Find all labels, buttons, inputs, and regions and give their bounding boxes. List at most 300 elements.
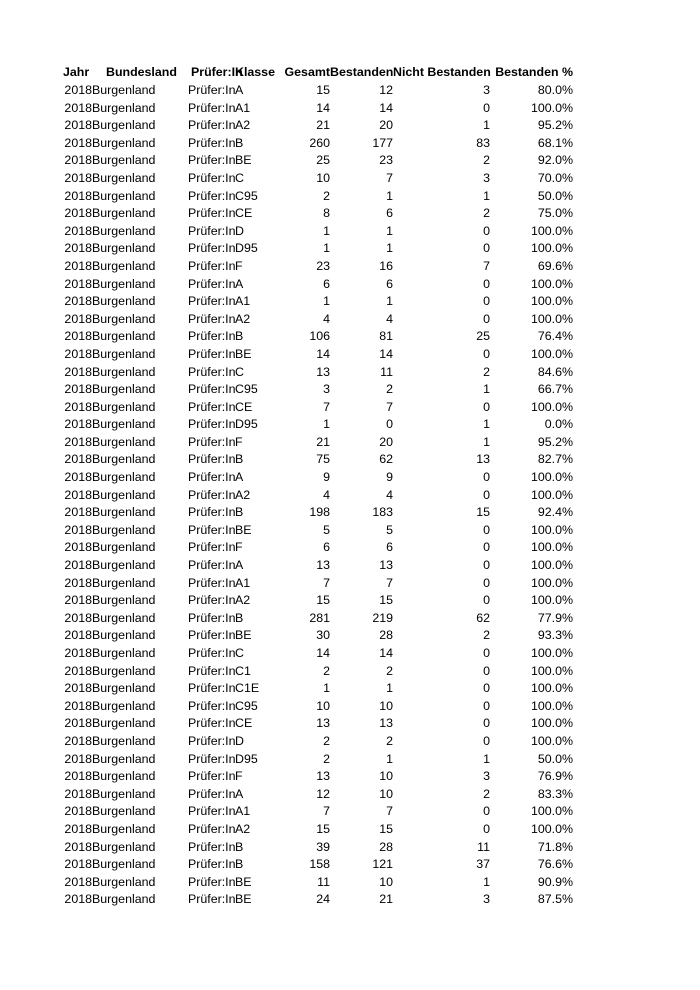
cell-bestanden: 15 (379, 593, 393, 608)
cell-pruefer: Prüfer:In (188, 646, 236, 660)
table-row (63, 328, 573, 346)
cell-bestanden: 81 (379, 329, 393, 344)
cell-jahr: 2018 (64, 646, 92, 660)
cell-bestanden-prozent: 69.6% (537, 258, 573, 273)
cell-jahr: 2018 (64, 100, 92, 115)
cell-nicht-bestanden: 0 (483, 470, 490, 485)
cell-jahr: 2018 (64, 839, 92, 854)
cell-nicht-bestanden: 1 (483, 417, 490, 432)
cell-klasse: A1 (235, 575, 251, 590)
cell-bestanden-prozent: 93.3% (537, 628, 573, 643)
cell-bestanden: 6 (386, 206, 393, 221)
table-row (63, 698, 573, 716)
cell-nicht-bestanden: 1 (483, 434, 490, 449)
cell-klasse: C (235, 170, 244, 185)
cell-nicht-bestanden: 1 (483, 188, 490, 203)
cell-bestanden: 6 (386, 540, 393, 555)
table-row (63, 592, 573, 610)
cell-jahr: 2018 (64, 170, 92, 185)
cell-nicht-bestanden: 0 (483, 540, 490, 555)
cell-klasse: B (235, 452, 244, 467)
table-row (63, 504, 573, 522)
cell-bundesland: Burgenland (92, 558, 156, 573)
header-bundesland: Bundesland (106, 65, 177, 79)
cell-klasse: A2 (235, 487, 251, 502)
cell-nicht-bestanden: 0 (483, 399, 490, 414)
cell-gesamt: 15 (316, 83, 330, 97)
cell-nicht-bestanden: 0 (483, 487, 490, 502)
cell-jahr: 2018 (64, 223, 92, 238)
cell-nicht-bestanden: 7 (483, 258, 490, 273)
cell-nicht-bestanden: 2 (483, 364, 490, 379)
cell-bestanden: 9 (386, 470, 393, 485)
cell-bundesland: Burgenland (92, 733, 156, 748)
cell-nicht-bestanden: 1 (483, 874, 490, 889)
cell-nicht-bestanden: 0 (483, 276, 490, 291)
cell-bestanden-prozent: 100.0% (530, 346, 573, 361)
cell-klasse: F (235, 769, 243, 784)
cell-gesamt: 75 (316, 452, 330, 467)
cell-jahr: 2018 (64, 311, 92, 326)
table-row (63, 100, 573, 118)
cell-jahr: 2018 (64, 83, 92, 97)
header-row (63, 62, 573, 82)
cell-bestanden-prozent: 83.3% (537, 786, 573, 801)
cell-bestanden: 28 (379, 628, 393, 643)
cell-bestanden-prozent: 84.6% (537, 364, 573, 379)
cell-gesamt: 1 (323, 223, 330, 238)
cell-klasse: BE (235, 628, 252, 643)
cell-bestanden-prozent: 50.0% (537, 188, 573, 203)
cell-pruefer: Prüfer:In (188, 505, 236, 520)
cell-gesamt: 1 (323, 241, 330, 256)
cell-pruefer: Prüfer:In (188, 135, 236, 150)
cell-jahr: 2018 (64, 452, 92, 467)
cell-bestanden: 11 (380, 364, 393, 379)
cell-gesamt: 2 (323, 663, 330, 678)
cell-pruefer: Prüfer:In (188, 170, 236, 185)
cell-nicht-bestanden: 13 (476, 452, 490, 467)
cell-bestanden: 0 (386, 417, 393, 432)
cell-nicht-bestanden: 0 (483, 733, 490, 748)
cell-pruefer: Prüfer:In (188, 241, 236, 256)
cell-bestanden: 20 (379, 434, 393, 449)
cell-bundesland: Burgenland (92, 874, 156, 889)
header-gesamt: Gesamt (284, 65, 330, 79)
cell-bundesland: Burgenland (92, 610, 156, 625)
cell-klasse: B (235, 329, 244, 344)
cell-gesamt: 13 (316, 558, 330, 573)
table-row (63, 856, 573, 874)
cell-pruefer: Prüfer:In (188, 716, 236, 731)
cell-klasse: F (235, 258, 243, 273)
cell-klasse: BE (235, 153, 252, 168)
cell-bestanden-prozent: 77.9% (537, 610, 573, 625)
cell-gesamt: 4 (323, 487, 330, 502)
cell-bestanden-prozent: 71.8% (537, 839, 573, 854)
cell-bestanden-prozent: 87.5% (537, 892, 573, 907)
cell-nicht-bestanden: 0 (483, 575, 490, 590)
cell-pruefer: Prüfer:In (188, 382, 236, 397)
cell-bundesland: Burgenland (92, 698, 156, 713)
cell-nicht-bestanden: 15 (476, 505, 490, 520)
table-row (63, 680, 573, 698)
cell-bundesland: Burgenland (92, 346, 156, 361)
cell-klasse: B (235, 857, 244, 872)
cell-pruefer: Prüfer:In (188, 364, 236, 379)
cell-klasse: A2 (235, 311, 251, 326)
cell-bestanden: 28 (379, 839, 393, 854)
header-pruefer: Prüfer:In (191, 65, 243, 79)
cell-jahr: 2018 (64, 118, 92, 133)
cell-bundesland: Burgenland (92, 206, 156, 221)
cell-bestanden: 15 (379, 821, 393, 836)
cell-jahr: 2018 (64, 716, 92, 731)
cell-gesamt: 9 (323, 470, 330, 485)
cell-nicht-bestanden: 3 (483, 892, 490, 907)
cell-gesamt: 10 (316, 170, 330, 185)
table-row (63, 469, 573, 487)
cell-jahr: 2018 (64, 769, 92, 784)
table-body (63, 82, 573, 909)
cell-klasse: C95 (235, 382, 258, 397)
cell-klasse: CE (235, 716, 253, 731)
cell-klasse: BE (235, 874, 252, 889)
cell-bestanden-prozent: 100.0% (530, 593, 573, 608)
cell-bestanden-prozent: 100.0% (530, 487, 573, 502)
cell-gesamt: 1 (323, 417, 330, 432)
cell-bundesland: Burgenland (92, 522, 156, 537)
cell-klasse: A2 (235, 593, 251, 608)
cell-nicht-bestanden: 2 (483, 206, 490, 221)
cell-bestanden: 7 (386, 399, 393, 414)
cell-bundesland: Burgenland (92, 857, 156, 872)
cell-jahr: 2018 (64, 434, 92, 449)
cell-nicht-bestanden: 0 (483, 294, 490, 309)
cell-nicht-bestanden: 1 (483, 118, 490, 133)
cell-pruefer: Prüfer:In (188, 733, 236, 748)
cell-bestanden: 14 (379, 346, 393, 361)
cell-bestanden-prozent: 92.0% (537, 153, 573, 168)
cell-pruefer: Prüfer:In (188, 100, 236, 115)
cell-bundesland: Burgenland (92, 100, 156, 115)
table-row (63, 663, 573, 681)
cell-klasse: D95 (235, 241, 258, 256)
table-row (63, 610, 573, 628)
table-row (63, 276, 573, 294)
table-row (63, 135, 573, 153)
cell-bundesland: Burgenland (92, 118, 156, 133)
cell-bundesland: Burgenland (92, 751, 156, 766)
cell-gesamt: 7 (323, 399, 330, 414)
cell-klasse: B (235, 839, 244, 854)
cell-gesamt: 1 (323, 294, 330, 309)
cell-jahr: 2018 (64, 733, 92, 748)
cell-pruefer: Prüfer:In (188, 540, 236, 555)
cell-nicht-bestanden: 0 (483, 698, 490, 713)
cell-jahr: 2018 (64, 522, 92, 537)
table-row (63, 451, 573, 469)
cell-pruefer: Prüfer:In (188, 892, 236, 907)
cell-nicht-bestanden: 0 (483, 593, 490, 608)
cell-klasse: A (235, 470, 244, 485)
table-row (63, 223, 573, 241)
cell-nicht-bestanden: 25 (476, 329, 490, 344)
cell-bundesland: Burgenland (92, 716, 156, 731)
cell-pruefer: Prüfer:In (188, 628, 236, 643)
cell-klasse: A1 (235, 100, 251, 115)
cell-bestanden: 4 (386, 487, 393, 502)
cell-nicht-bestanden: 0 (483, 522, 490, 537)
cell-bestanden-prozent: 50.0% (537, 751, 573, 766)
table-row (63, 364, 573, 382)
cell-pruefer: Prüfer:In (188, 698, 236, 713)
cell-jahr: 2018 (64, 258, 92, 273)
cell-gesamt: 3 (323, 382, 330, 397)
cell-pruefer: Prüfer:In (188, 575, 236, 590)
cell-klasse: F (235, 434, 243, 449)
cell-jahr: 2018 (64, 241, 92, 256)
cell-klasse: D95 (235, 417, 258, 432)
cell-nicht-bestanden: 0 (483, 646, 490, 660)
table-row (63, 715, 573, 733)
cell-jahr: 2018 (64, 470, 92, 485)
cell-pruefer: Prüfer:In (188, 153, 236, 168)
cell-jahr: 2018 (64, 821, 92, 836)
cell-nicht-bestanden: 0 (483, 663, 490, 678)
table-row (63, 416, 573, 434)
cell-jahr: 2018 (64, 206, 92, 221)
cell-jahr: 2018 (64, 505, 92, 520)
cell-pruefer: Prüfer:In (188, 874, 236, 889)
cell-bestanden-prozent: 80.0% (537, 83, 573, 97)
cell-gesamt: 6 (323, 276, 330, 291)
cell-bestanden: 7 (386, 575, 393, 590)
cell-bestanden-prozent: 100.0% (530, 470, 573, 485)
cell-gesamt: 106 (309, 329, 330, 344)
cell-bundesland: Burgenland (92, 223, 156, 238)
cell-bestanden-prozent: 76.4% (537, 329, 573, 344)
cell-bestanden: 10 (379, 874, 393, 889)
cell-gesamt: 15 (316, 821, 330, 836)
cell-klasse: BE (235, 522, 252, 537)
cell-bundesland: Burgenland (92, 487, 156, 502)
cell-nicht-bestanden: 2 (483, 786, 490, 801)
cell-klasse: F (235, 540, 243, 555)
cell-jahr: 2018 (64, 892, 92, 907)
cell-bestanden: 7 (386, 804, 393, 819)
cell-pruefer: Prüfer:In (188, 346, 236, 361)
cell-gesamt: 6 (323, 540, 330, 555)
cell-klasse: A (235, 276, 244, 291)
cell-jahr: 2018 (64, 874, 92, 889)
cell-nicht-bestanden: 3 (483, 83, 490, 97)
cell-bestanden: 62 (379, 452, 393, 467)
cell-bestanden: 14 (379, 100, 393, 115)
table-row (63, 117, 573, 135)
table-row (63, 575, 573, 593)
cell-klasse: D95 (235, 751, 258, 766)
cell-pruefer: Prüfer:In (188, 294, 236, 309)
cell-gesamt: 13 (316, 769, 330, 784)
cell-klasse: A2 (235, 118, 251, 133)
table-row (63, 821, 573, 839)
cell-klasse: CE (235, 206, 253, 221)
table-row (63, 399, 573, 417)
cell-klasse: A (235, 786, 244, 801)
table-row (63, 768, 573, 786)
cell-bestanden-prozent: 100.0% (530, 540, 573, 555)
table-row (63, 627, 573, 645)
cell-bestanden: 121 (372, 857, 393, 872)
cell-nicht-bestanden: 1 (483, 751, 490, 766)
cell-jahr: 2018 (64, 593, 92, 608)
cell-jahr: 2018 (64, 417, 92, 432)
cell-klasse: D (235, 733, 244, 748)
cell-jahr: 2018 (64, 575, 92, 590)
cell-pruefer: Prüfer:In (188, 593, 236, 608)
cell-bestanden-prozent: 100.0% (530, 716, 573, 731)
cell-bestanden: 4 (386, 311, 393, 326)
cell-bundesland: Burgenland (92, 786, 156, 801)
cell-gesamt: 2 (323, 733, 330, 748)
cell-bundesland: Burgenland (92, 681, 156, 696)
cell-bestanden: 23 (379, 153, 393, 168)
cell-pruefer: Prüfer:In (188, 663, 236, 678)
cell-bestanden: 177 (372, 135, 393, 150)
table-row (63, 891, 573, 909)
cell-bestanden-prozent: 76.6% (537, 857, 573, 872)
cell-bestanden-prozent: 76.9% (537, 769, 573, 784)
cell-bestanden-prozent: 100.0% (530, 681, 573, 696)
cell-nicht-bestanden: 0 (483, 804, 490, 819)
cell-klasse: CE (235, 399, 253, 414)
cell-jahr: 2018 (64, 751, 92, 766)
cell-bestanden: 10 (379, 769, 393, 784)
cell-bestanden-prozent: 100.0% (530, 399, 573, 414)
cell-bestanden: 1 (386, 223, 393, 238)
cell-bundesland: Burgenland (92, 135, 156, 150)
cell-gesamt: 14 (316, 646, 330, 660)
cell-gesamt: 10 (316, 698, 330, 713)
cell-pruefer: Prüfer:In (188, 223, 236, 238)
cell-bestanden-prozent: 100.0% (530, 804, 573, 819)
table-row (63, 205, 573, 223)
cell-pruefer: Prüfer:In (188, 751, 236, 766)
cell-bundesland: Burgenland (92, 417, 156, 432)
cell-pruefer: Prüfer:In (188, 329, 236, 344)
cell-jahr: 2018 (64, 294, 92, 309)
cell-nicht-bestanden: 0 (483, 821, 490, 836)
cell-gesamt: 1 (323, 681, 330, 696)
cell-klasse: C1E (235, 681, 260, 696)
cell-gesamt: 2 (323, 188, 330, 203)
table-row (63, 539, 573, 557)
cell-nicht-bestanden: 62 (476, 610, 490, 625)
table-row (63, 293, 573, 311)
cell-gesamt: 24 (316, 892, 330, 907)
cell-gesamt: 12 (316, 786, 330, 801)
cell-bestanden-prozent: 100.0% (530, 698, 573, 713)
cell-gesamt: 21 (316, 434, 330, 449)
cell-jahr: 2018 (64, 276, 92, 291)
cell-bundesland: Burgenland (92, 83, 156, 97)
cell-gesamt: 198 (309, 505, 330, 520)
cell-bundesland: Burgenland (92, 311, 156, 326)
cell-bestanden-prozent: 100.0% (530, 821, 573, 836)
table-row (63, 381, 573, 399)
table-row (63, 751, 573, 769)
cell-jahr: 2018 (64, 329, 92, 344)
cell-nicht-bestanden: 0 (483, 346, 490, 361)
cell-bestanden-prozent: 0.0% (544, 417, 573, 432)
cell-jahr: 2018 (64, 540, 92, 555)
cell-bundesland: Burgenland (92, 646, 156, 660)
header-nicht-bestanden: Nicht Bestanden (393, 65, 491, 79)
cell-bestanden: 5 (386, 522, 393, 537)
table-row (63, 786, 573, 804)
table-row (63, 487, 573, 505)
table-row (63, 311, 573, 329)
cell-bundesland: Burgenland (92, 452, 156, 467)
cell-bestanden: 1 (386, 188, 393, 203)
cell-pruefer: Prüfer:In (188, 118, 236, 133)
cell-bundesland: Burgenland (92, 364, 156, 379)
cell-pruefer: Prüfer:In (188, 558, 236, 573)
cell-pruefer: Prüfer:In (188, 522, 236, 537)
cell-bestanden: 2 (386, 663, 393, 678)
cell-gesamt: 30 (316, 628, 330, 643)
cell-bundesland: Burgenland (92, 892, 156, 907)
cell-nicht-bestanden: 37 (476, 857, 490, 872)
cell-nicht-bestanden: 3 (483, 170, 490, 185)
cell-bestanden-prozent: 100.0% (530, 100, 573, 115)
header-klasse: Klasse (235, 65, 275, 79)
cell-bestanden-prozent: 100.0% (530, 241, 573, 256)
cell-jahr: 2018 (64, 399, 92, 414)
cell-pruefer: Prüfer:In (188, 804, 236, 819)
cell-jahr: 2018 (64, 610, 92, 625)
cell-bundesland: Burgenland (92, 188, 156, 203)
cell-gesamt: 8 (323, 206, 330, 221)
cell-bestanden: 1 (386, 751, 393, 766)
cell-pruefer: Prüfer:In (188, 206, 236, 221)
cell-pruefer: Prüfer:In (188, 839, 236, 854)
cell-nicht-bestanden: 11 (477, 839, 490, 854)
cell-bundesland: Burgenland (92, 540, 156, 555)
cell-bestanden-prozent: 95.2% (537, 118, 573, 133)
cell-klasse: A1 (235, 804, 251, 819)
table-row (63, 522, 573, 540)
cell-bundesland: Burgenland (92, 505, 156, 520)
cell-gesamt: 2 (323, 751, 330, 766)
cell-bestanden-prozent: 100.0% (530, 558, 573, 573)
cell-pruefer: Prüfer:In (188, 470, 236, 485)
cell-pruefer: Prüfer:In (188, 786, 236, 801)
cell-gesamt: 14 (316, 100, 330, 115)
cell-bestanden-prozent: 100.0% (530, 276, 573, 291)
table-row (63, 434, 573, 452)
cell-bestanden: 1 (386, 241, 393, 256)
table-row (63, 258, 573, 276)
table-row (63, 557, 573, 575)
cell-pruefer: Prüfer:In (188, 188, 236, 203)
cell-jahr: 2018 (64, 857, 92, 872)
cell-pruefer: Prüfer:In (188, 821, 236, 836)
cell-pruefer: Prüfer:In (188, 434, 236, 449)
cell-bestanden: 2 (386, 382, 393, 397)
cell-klasse: A2 (235, 821, 251, 836)
